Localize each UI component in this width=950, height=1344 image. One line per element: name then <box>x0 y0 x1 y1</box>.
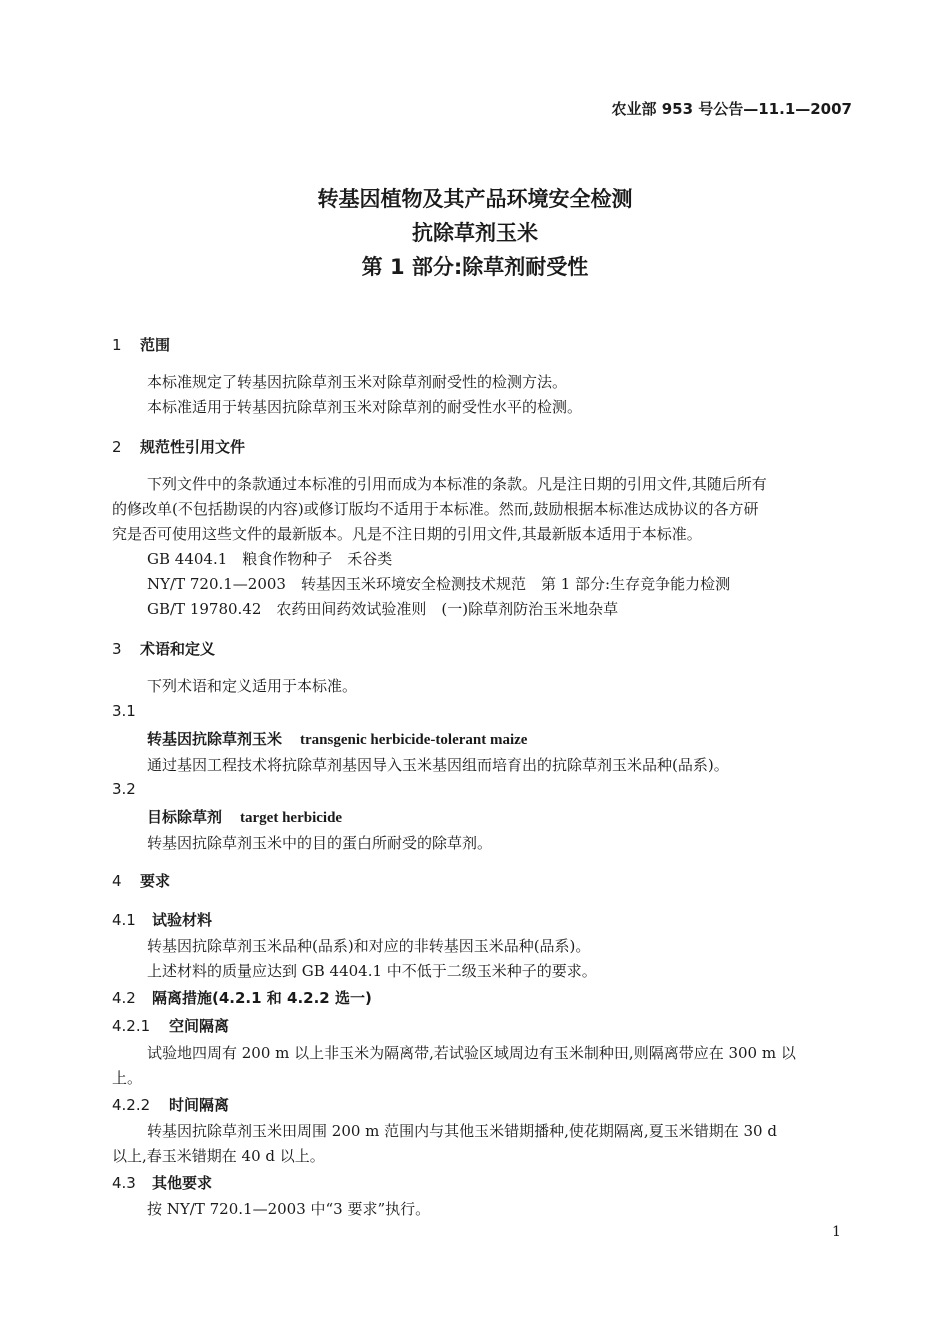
subsection-4-3-heading <box>112 1172 212 1193</box>
term-entry <box>147 728 527 749</box>
section-number: 4.2.2 <box>112 1096 151 1114</box>
paragraph-line: 上。 <box>112 1069 143 1087</box>
section-title: 范围 <box>140 336 171 354</box>
section-title: 时间隔离 <box>169 1096 230 1114</box>
paragraph-line: 下列文件中的条款通过本标准的引用而成为本标准的条款。凡是注日期的引用文件,其随后所有 <box>147 475 767 493</box>
section-title: 其他要求 <box>152 1174 213 1192</box>
paragraph-line: 试验地四周有 200 m 以上非玉米为隔离带,若试验区域周边有玉米制种田,则隔离带应在 300 m 以 <box>147 1044 796 1062</box>
section-title: 空间隔离 <box>169 1017 230 1035</box>
term-definition: 转基因抗除草剂玉米中的目的蛋白所耐受的除草剂。 <box>147 834 493 852</box>
document-title-line-1: 转基因植物及其产品环境安全检测 <box>317 187 633 211</box>
term-entry <box>147 806 342 827</box>
paragraph: 本标准规定了转基因抗除草剂玉米对除草剂耐受性的检测方法。 <box>147 373 568 391</box>
section-title: 规范性引用文件 <box>140 438 246 456</box>
section-title: 术语和定义 <box>140 640 216 658</box>
term-chinese: 目标除草剂 <box>147 808 223 826</box>
paragraph-line: 转基因抗除草剂玉米田周围 200 m 范围内与其他玉米错期播种,使花期隔离,夏玉米错期在 30 d <box>147 1122 777 1140</box>
term-english: transgenic herbicide-tolerant maize <box>300 732 528 748</box>
section-2-heading <box>112 436 245 457</box>
section-number: 4.2.1 <box>112 1017 151 1035</box>
document-title-line-2: 抗除草剂玉米 <box>412 221 538 245</box>
section-number: 4 <box>112 872 122 890</box>
paragraph: 下列术语和定义适用于本标准。 <box>147 677 358 695</box>
section-1-heading <box>112 334 170 355</box>
subsection-4-1-heading <box>112 909 212 930</box>
paragraph: 本标准适用于转基因抗除草剂玉米对除草剂的耐受性水平的检测。 <box>147 398 583 416</box>
section-number: 2 <box>112 438 122 456</box>
reference-item: NY/T 720.1—2003 转基因玉米环境安全检测技术规范 第 1 部分:生存竞争能力检测 <box>147 575 731 593</box>
section-title: 试验材料 <box>152 911 213 929</box>
term-english: target herbicide <box>240 810 343 826</box>
paragraph: 上述材料的质量应达到 GB 4404.1 中不低于二级玉米种子的要求。 <box>147 962 597 980</box>
subsection-4-2-heading <box>112 987 372 1008</box>
section-title: 要求 <box>140 872 171 890</box>
section-number: 4.1 <box>112 911 136 929</box>
section-title: 隔离措施(4.2.1 和 4.2.2 选一) <box>152 989 372 1007</box>
subsection-4-2-2-heading <box>112 1094 229 1115</box>
paragraph: 按 NY/T 720.1—2003 中“3 要求”执行。 <box>147 1200 431 1218</box>
term-definition: 通过基因工程技术将抗除草剂基因导入玉米基因组而培育出的抗除草剂玉米品种(品系)。 <box>147 756 729 774</box>
section-number: 4.2 <box>112 989 136 1007</box>
document-title-line-3: 第 1 部分:除草剂耐受性 <box>361 255 589 279</box>
section-number: 1 <box>112 336 122 354</box>
section-3-heading <box>112 638 215 659</box>
section-number: 4.3 <box>112 1174 136 1192</box>
subsection-4-2-1-heading <box>112 1015 229 1036</box>
paragraph-line: 的修改单(不包括勘误的内容)或修订版均不适用于本标准。然而,鼓励根据本标准达成协议的各方研 <box>112 500 759 518</box>
paragraph-line: 以上,春玉米错期在 40 d 以上。 <box>112 1147 325 1165</box>
page-number: 1 <box>832 1224 841 1240</box>
term-chinese: 转基因抗除草剂玉米 <box>147 730 283 748</box>
section-4-heading <box>112 870 170 891</box>
section-number: 3 <box>112 640 122 658</box>
standard-number: 农业部 953 号公告—11.1—2007 <box>611 100 852 118</box>
term-number: 3.2 <box>112 780 136 798</box>
paragraph-line: 究是否可使用这些文件的最新版本。凡是不注日期的引用文件,其最新版本适用于本标准。 <box>112 525 702 543</box>
term-number: 3.1 <box>112 702 136 720</box>
paragraph: 转基因抗除草剂玉米品种(品系)和对应的非转基因玉米品种(品系)。 <box>147 937 591 955</box>
reference-item: GB/T 19780.42 农药田间药效试验准则 (一)除草剂防治玉米地杂草 <box>147 600 619 618</box>
reference-item: GB 4404.1 粮食作物种子 禾谷类 <box>147 550 393 568</box>
